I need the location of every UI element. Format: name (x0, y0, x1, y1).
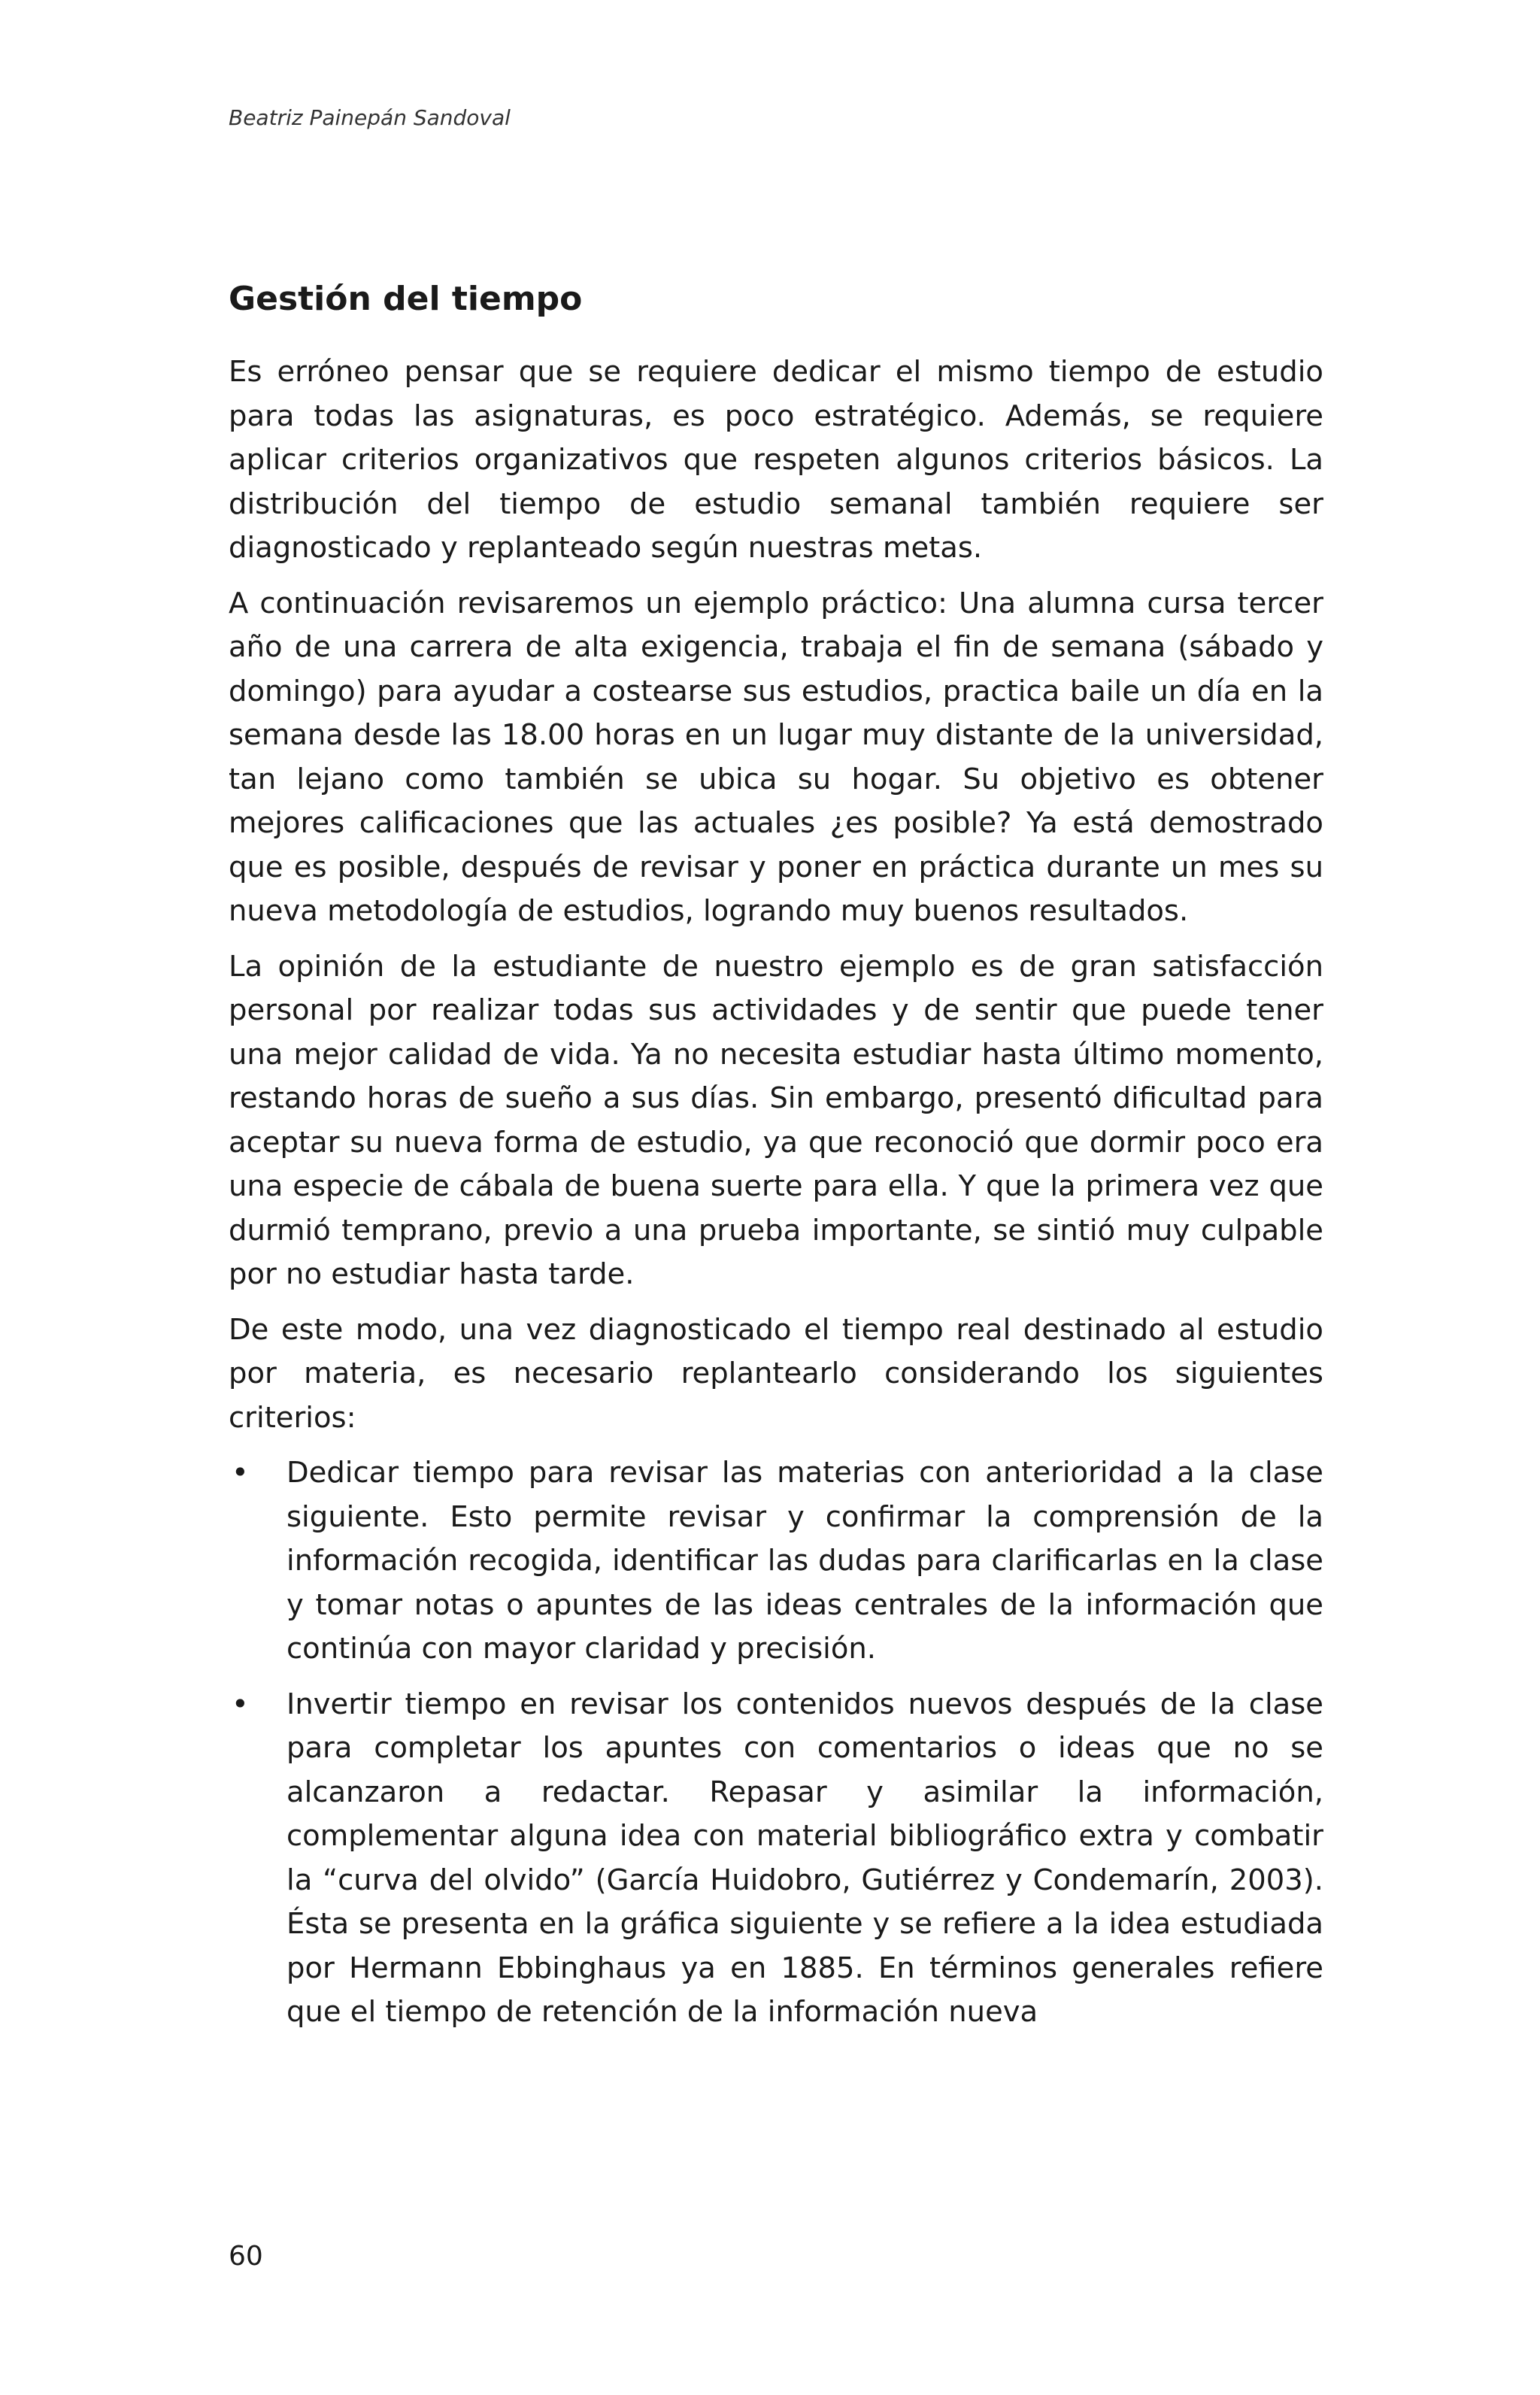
section-heading: Gestión del tiempo (229, 280, 583, 318)
bullet-icon: • (232, 1456, 249, 1490)
bullet-icon: • (232, 1687, 249, 1721)
paragraph: De este modo, una vez diagnosticado el tiempo real destinado al estudio por materia, es necesario replantearlo considerando los siguientes criterios: (229, 1312, 1323, 1435)
body-text (229, 350, 1323, 2046)
paragraph: A continuación revisaremos un ejemplo práctico: Una alumna cursa tercer año de una carrera de alta exigencia, trabaja el fin de semana (sábado y domingo) para ayudar a costearse sus estudios, practica baile un día en la semana desde las 18.00 horas en un lugar muy distante de la universidad, tan lejano como también se ubica su hogar. Su objetivo es obtener mejores calificaciones que las actuales ¿es posible? Ya está demostrado que es posible, después de revisar y poner en práctica durante un mes su nueva metodología de estudios, logrando muy buenos resultados. (229, 586, 1323, 928)
paragraph: Es erróneo pensar que se requiere dedicar el mismo tiempo de estudio para todas las asignaturas, es poco estratégico. Además, se requiere aplicar criterios organizativos que respeten algunos criterios básicos. La distribución del tiempo de estudio semanal también requiere ser diagnosticado y replanteado según nuestras metas. (229, 355, 1323, 565)
list-item (229, 1683, 1323, 2035)
list-item (229, 1451, 1323, 1672)
list-item-text: Dedicar tiempo para revisar las materias con anterioridad a la clase siguiente. Esto permite revisar y confirmar la comprensión de la información recogida, identificar las dudas para clarificarlas en la clase y tomar notas o apuntes de las ideas centrales de la información que continúa con mayor claridad y precisión. (286, 1456, 1323, 1666)
criteria-list (229, 1451, 1323, 2035)
paragraph: La opinión de la estudiante de nuestro ejemplo es de gran satisfacción personal por realizar todas sus actividades y de sentir que puede tener una mejor calidad de vida. Ya no necesita estudiar hasta último momento, restando horas de sueño a sus días. Sin embargo, presentó dificultad para aceptar su nueva forma de estudio, ya que reconoció que dormir poco era una especie de cábala de buena suerte para ella. Y que la primera vez que durmió temprano, previo a una prueba importante, se sintió muy culpable por no estudiar hasta tarde. (229, 949, 1323, 1291)
list-item-text: Invertir tiempo en revisar los contenidos nuevos después de la clase para completar los apuntes con comentarios o ideas que no se alcanzaron a redactar. Repasar y asimilar la información, complementar alguna idea con material bibliográfico extra y combatir la “curva del olvido” (García Huidobro, Gutiérrez y Condemarín, 2003). Ésta se presenta en la gráfica siguiente y se refiere a la idea estudiada por Hermann Ebbinghaus ya en 1885. En términos generales refiere que el tiempo de retención de la información nueva (286, 1687, 1323, 2029)
page-number: 60 (229, 2241, 263, 2272)
running-head-author: Beatriz Painepán Sandoval (229, 105, 511, 130)
